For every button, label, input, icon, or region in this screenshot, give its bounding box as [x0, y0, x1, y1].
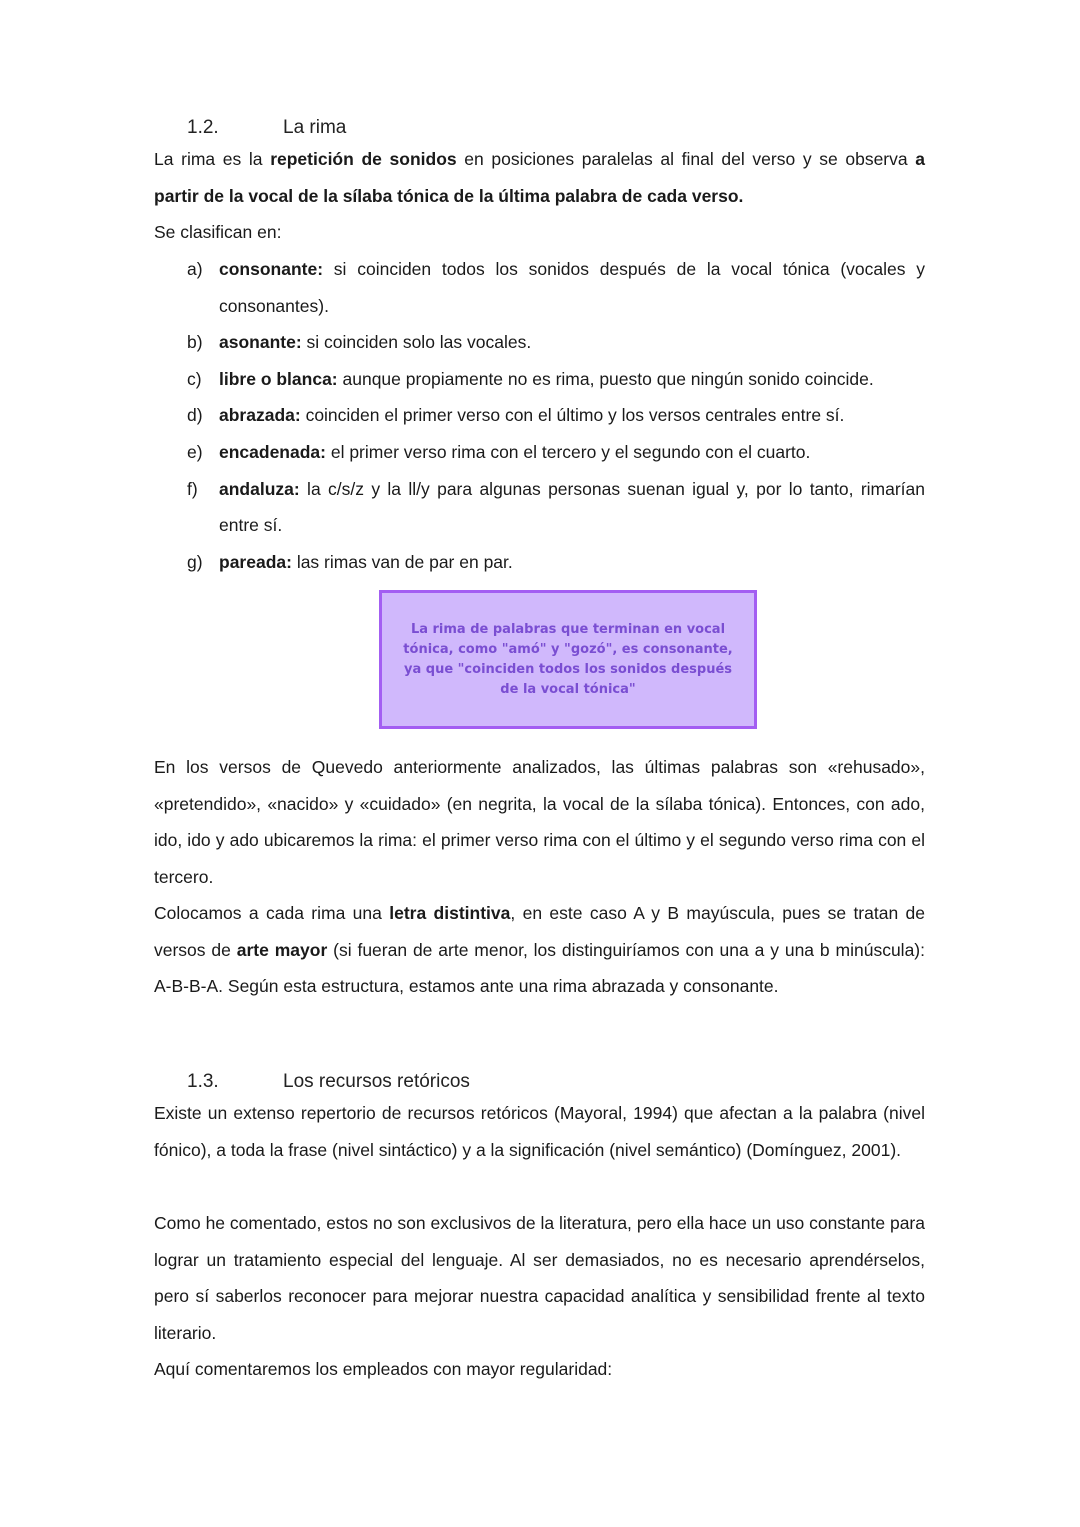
list-term: abrazada:: [219, 405, 301, 426]
list-item: [187, 397, 925, 434]
list-item-text: [219, 251, 925, 324]
list-description: aunque propiamente no es rima, puesto que ningún sonido coincide.: [337, 368, 874, 389]
section-number: 1.2.: [187, 117, 219, 138]
list-item-text: [219, 434, 925, 471]
section-title: Los recursos retóricos: [283, 1071, 470, 1092]
list-term: consonante:: [219, 259, 324, 279]
rhetoric-list-intro: Aquí comentaremos los empleados con mayor regularidad:: [154, 1359, 613, 1379]
text-run: La rima es la: [154, 149, 271, 169]
list-description: la c/s/z y la ll/y para algunas personas suenan igual y, por lo tanto, rimarían entre sí.: [219, 478, 925, 536]
section-number: 1.3.: [187, 1071, 219, 1092]
list-description: si coinciden todos los sonidos después de la vocal tónica (vocales y consonantes).: [219, 259, 925, 316]
list-description: las rimas van de par en par.: [291, 551, 513, 572]
text-run: , en este caso A y B mayúscula, pues se tratan de versos de: [154, 903, 926, 960]
distinctive-letter-paragraph: [154, 895, 925, 1005]
list-item-text: [219, 397, 925, 434]
bold-term: a partir de la vocal de la sílaba tónica de la última palabra de cada verso.: [154, 149, 925, 206]
list-description: si coinciden solo las vocales.: [301, 332, 532, 353]
list-marker: f): [187, 478, 198, 499]
bold-term: repetición de sonidos: [270, 149, 457, 169]
section-heading-1-2: [187, 117, 346, 139]
list-item: [187, 361, 925, 398]
text-run: Colocamos a cada rima una: [154, 903, 390, 923]
list-marker: g): [187, 551, 203, 572]
list-marker: a): [187, 259, 203, 279]
list-item-text: [219, 361, 925, 398]
classify-intro: Se clasifican en:: [154, 222, 282, 242]
list-description: el primer verso rima con el tercero y el segundo con el cuarto.: [325, 441, 811, 462]
rhetoric-usage-paragraph: Como he comentado, estos no son exclusivos de la literatura, pero ella hace un uso constante para lograr un tratamiento especial del lenguaje. Al ser demasiados, no es necesario aprendérselos, pero sí saberlos reconocer para mejorar nuestra capacidad analítica y sensibilidad frente al texto literario.: [154, 1213, 925, 1343]
quevedo-paragraph: En los versos de Quevedo anteriormente analizados, las últimas palabras son «rehusado», «pretendido», «nacido» y «cuidado» (en negrita, la vocal de la sílaba tónica). Entonces, con ado, ido, ido y ado ubicaremos la rima: el primer verso rima con el último y el segundo verso rima con el tercero.: [154, 757, 925, 887]
list-term: asonante:: [219, 332, 302, 353]
list-marker: d): [187, 405, 203, 426]
section-heading-1-3: [187, 1071, 470, 1093]
list-description: coinciden el primer verso con el último y los versos centrales entre sí.: [300, 405, 845, 426]
list-item-text: [219, 544, 925, 581]
list-item: [187, 324, 925, 361]
bold-term: letra distintiva: [389, 903, 511, 923]
list-term: andaluza:: [219, 478, 300, 499]
list-item: [187, 251, 925, 324]
rhetoric-intro-paragraph: Existe un extenso repertorio de recursos retóricos (Mayoral, 1994) que afectan a la palabra (nivel fónico), a toda la frase (nivel sintáctico) y a la significación (nivel semántico) (Domínguez, 2001).: [154, 1103, 925, 1160]
text-run: (si fueran de arte menor, los distinguiríamos con una a y una b minúscula): A-B-B-A. Según esta estructura, estamos ante una rima abrazada y consonante.: [154, 939, 925, 997]
list-item-text: [219, 471, 925, 544]
list-term: pareada:: [219, 551, 292, 572]
rima-definition-paragraph: [154, 141, 925, 214]
section-title: La rima: [283, 117, 347, 138]
list-marker: c): [187, 368, 202, 389]
list-marker: e): [187, 441, 203, 462]
callout-note-box: [379, 590, 757, 729]
list-term: encadenada:: [219, 441, 326, 462]
rhyme-types-list: [187, 251, 925, 580]
text-run: en posiciones paralelas al final del verso y se observa: [456, 149, 916, 169]
list-item: [187, 471, 925, 544]
list-item: [187, 434, 925, 471]
list-term: libre o blanca:: [219, 368, 338, 389]
callout-note-text: La rima de palabras que terminan en vocal tónica, como "amó" y "gozó", es consonante, ya que "coinciden todos los sonidos después de la vocal tónica": [403, 621, 733, 697]
list-marker: b): [187, 332, 203, 353]
bold-term: arte mayor: [236, 939, 328, 960]
list-item: [187, 544, 925, 581]
list-item-text: [219, 324, 925, 361]
